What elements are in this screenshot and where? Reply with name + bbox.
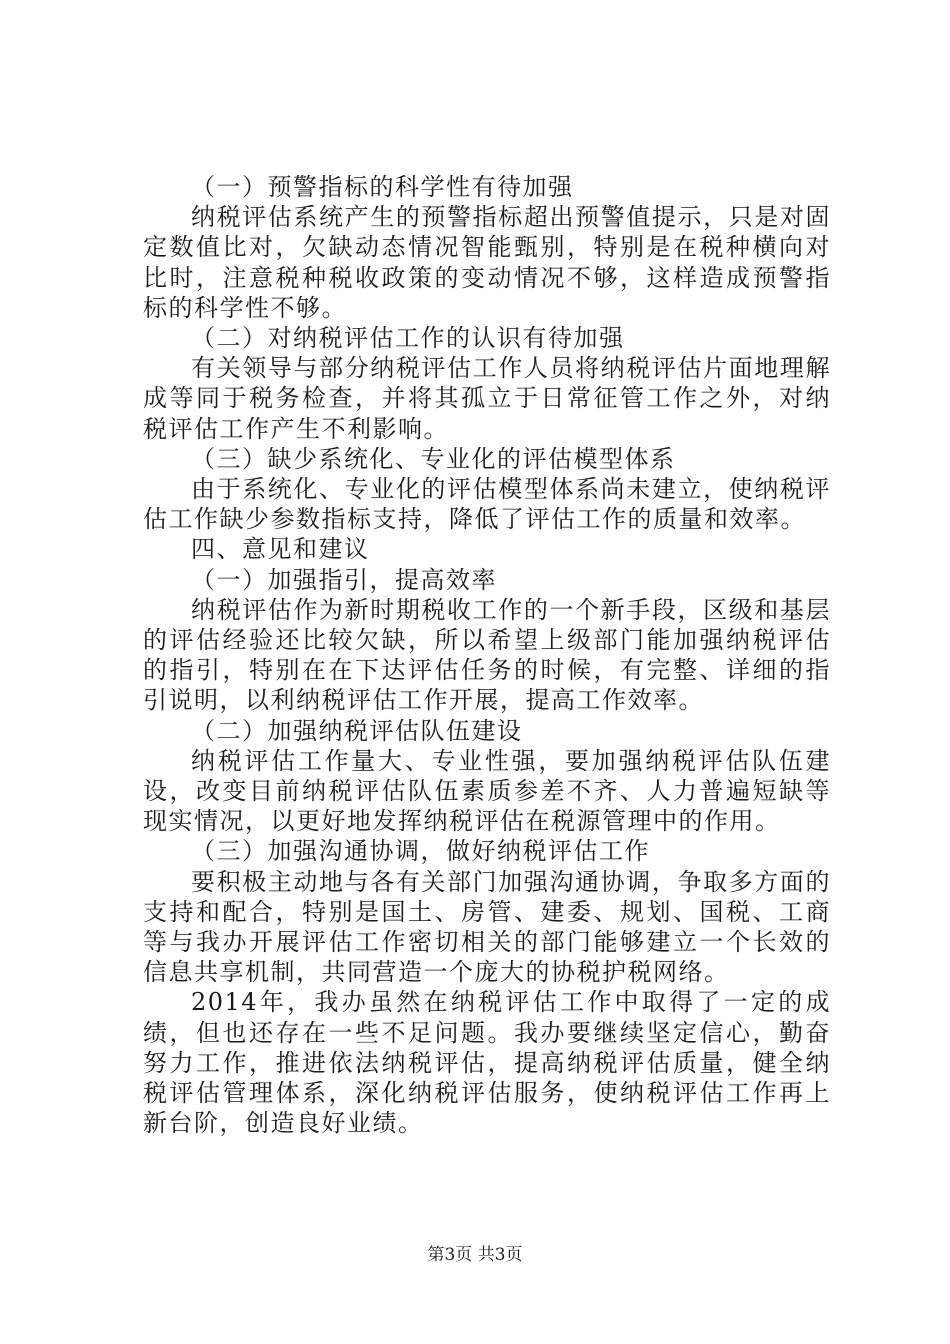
subheading-coordination: （三）加强沟通协调，做好纳税评估工作: [191, 837, 650, 866]
paragraph-guidance: 纳税评估作为新时期税收工作的一个新手段，区级和基层的评估经验还比较欠缺，所以希望上级部门能加强纳税评估的指引，特别在在下达评估任务的时候，有完整、详细的指引说明，以利纳税评估工作开展，提高工作效率。: [143, 595, 831, 715]
subheading-guidance: （一）加强指引，提高效率: [191, 565, 497, 594]
page-footer: 第3页 共3页: [427, 1245, 523, 1265]
paragraph-evaluation-model: 由于系统化、专业化的评估模型体系尚未建立，使纳税评估工作缺少参数指标支持，降低了评估工作的质量和效率。: [143, 475, 831, 534]
subheading-team-building: （二）加强纳税评估队伍建设: [191, 716, 523, 745]
section-heading-suggestions: 四、意见和建议: [191, 535, 370, 564]
paragraph-team-building: 纳税评估工作量大、专业性强，要加强纳税评估队伍建设，改变目前纳税评估队伍素质参差不齐、人力普遍短缺等现实情况，以更好地发挥纳税评估在税源管理中的作用。: [143, 746, 831, 836]
subheading-warning-indicators: （一）预警指标的科学性有待加强: [191, 173, 574, 201]
subheading-evaluation-model: （三）缺少系统化、专业化的评估模型体系: [191, 444, 676, 473]
document-body: [143, 172, 831, 1139]
subheading-understanding: （二）对纳税评估工作的认识有待加强: [191, 324, 625, 353]
paragraph-conclusion: 2014年，我办虽然在纳税评估工作中取得了一定的成绩，但也还存在一些不足问题。我办要继续坚定信心，勤奋努力工作，推进依法纳税评估，提高纳税评估质量，健全纳税评估管理体系，深化纳税评估服务，使纳税评估工作再上新台阶，创造良好业绩。: [143, 988, 831, 1138]
paragraph-warning-indicators: 纳税评估系统产生的预警指标超出预警值提示，只是对固定数值比对，欠缺动态情况智能甄别，特别是在税种横向对比时，注意税种税收政策的变动情况不够，这样造成预警指标的科学性不够。: [143, 203, 831, 322]
paragraph-understanding: 有关领导与部分纳税评估工作人员将纳税评估片面地理解成等同于税务检查，并将其孤立于日常征管工作之外，对纳税评估工作产生不利影响。: [143, 354, 831, 443]
paragraph-coordination: 要积极主动地与各有关部门加强沟通协调，争取多方面的支持和配合，特别是国土、房管、建委、规划、国税、工商等与我办开展评估工作密切相关的部门能够建立一个长效的信息共享机制，共同营造一个庞大的协税护税网络。: [143, 867, 831, 987]
